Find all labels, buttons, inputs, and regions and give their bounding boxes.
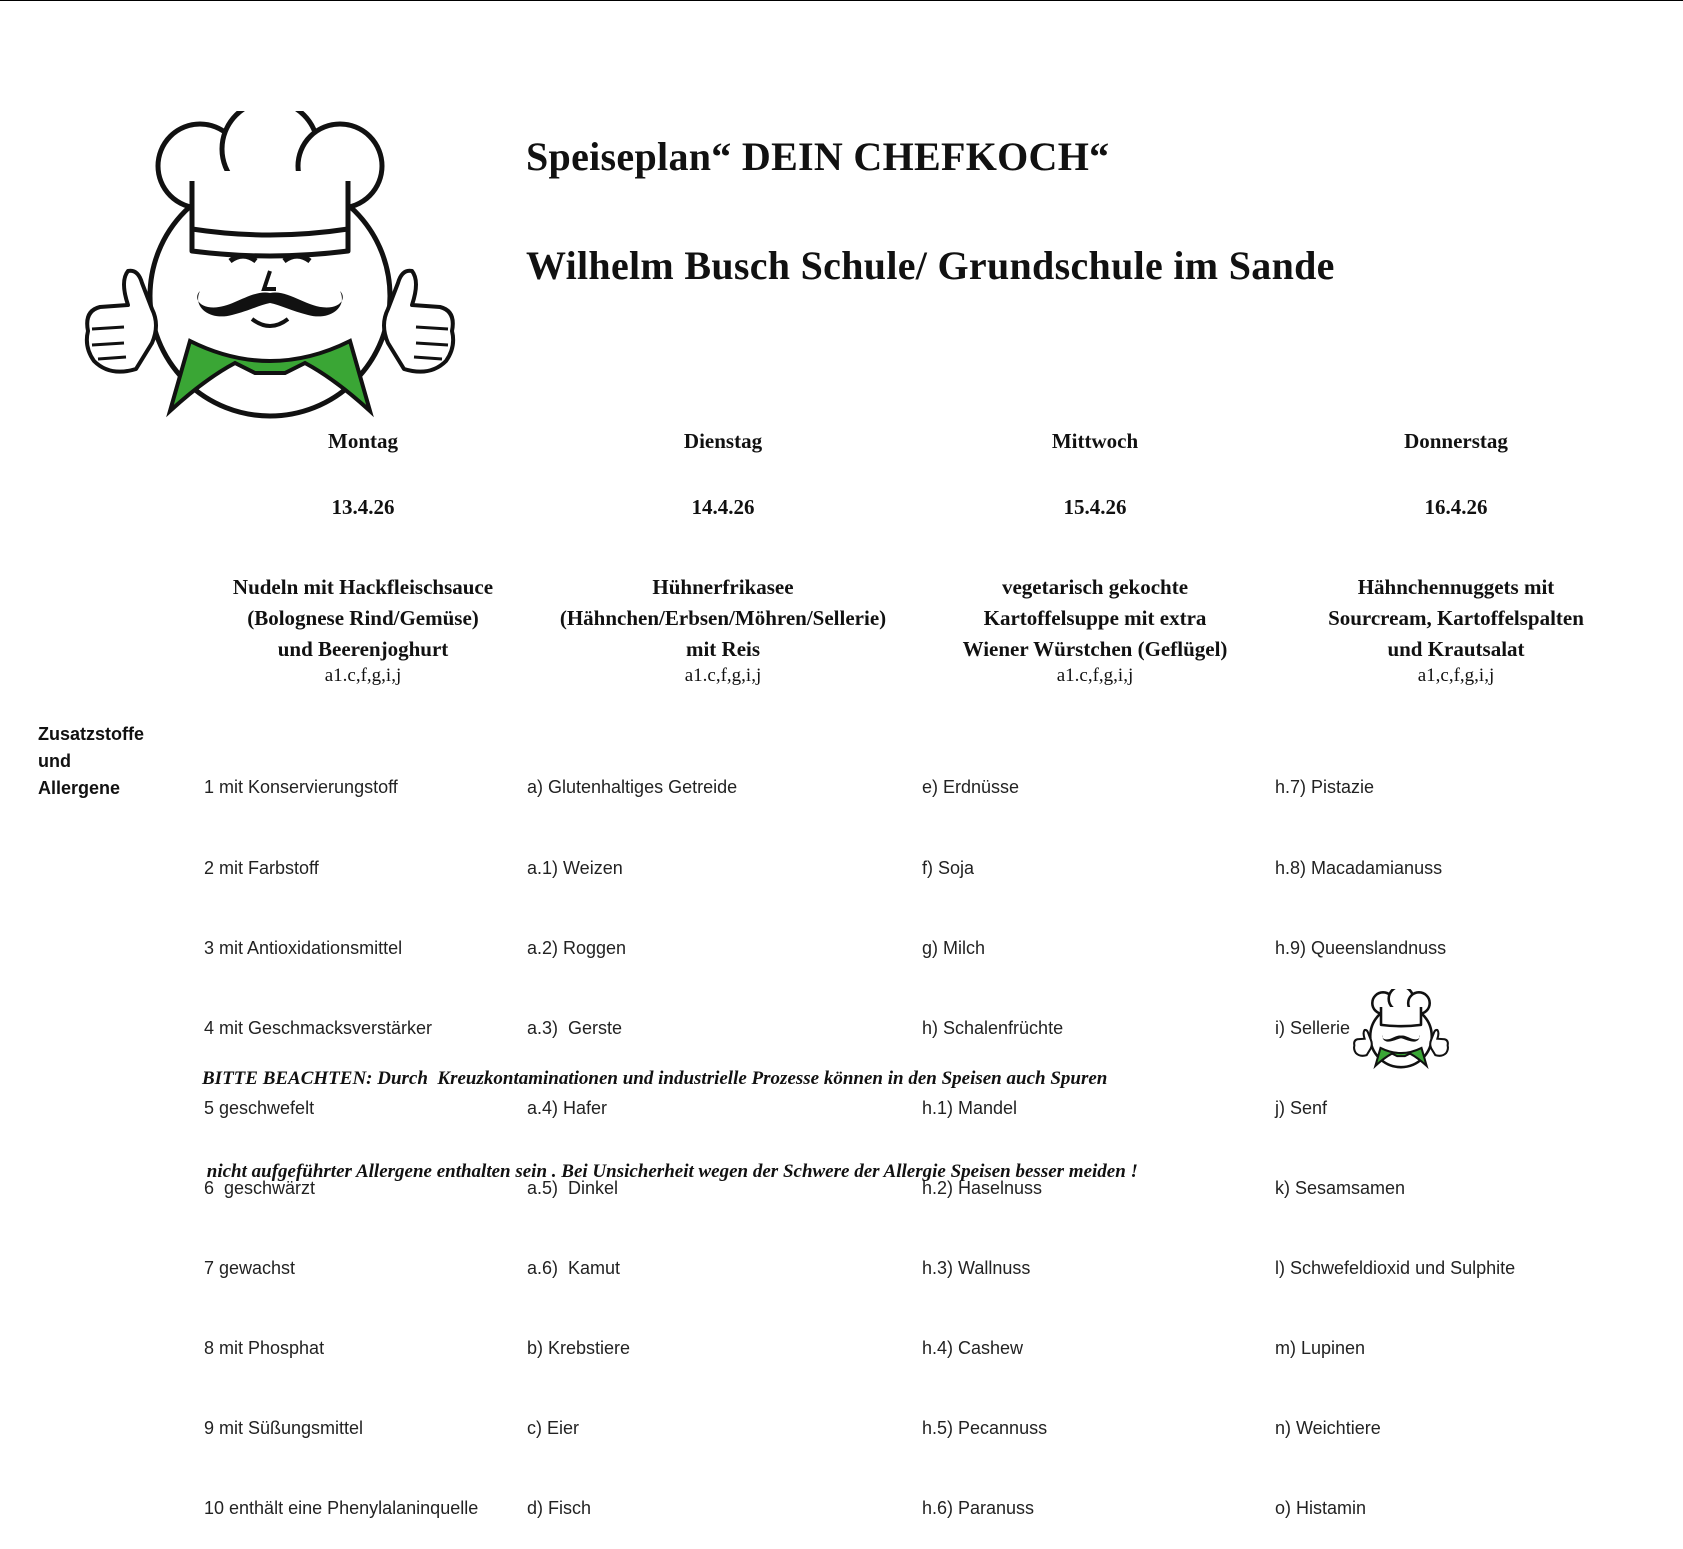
list-item: h.2) Haselnuss <box>922 1177 1043 1198</box>
allergy-notice <box>202 1001 1138 1218</box>
list-item: k) Sesamsamen <box>1275 1177 1406 1198</box>
meal-description <box>183 572 543 665</box>
day-column-monday <box>183 431 543 687</box>
meal-line: Hühnerfrikasee <box>652 575 794 599</box>
list-item: l) Schwefeldioxid und Sulphite <box>1275 1258 1516 1279</box>
list-item: h.8) Macadamianuss <box>1275 857 1443 878</box>
list-item: d) Fisch <box>527 1498 592 1519</box>
notice-line: nicht aufgeführter Allergene enthalten sein . Bei Unsicherheit wegen der Schwere der Allergie Speisen besser meiden ! <box>202 1161 1138 1182</box>
meal-line: Nudeln mit Hackfleischsauce <box>232 575 494 599</box>
legend-heading-line: Zusatzstoffe <box>38 724 145 744</box>
list-item: h.7) Pistazie <box>1275 777 1375 798</box>
legend-heading-line: und <box>38 751 71 771</box>
list-item: h.6) Paranuss <box>922 1498 1035 1519</box>
meal-line: Wiener Würstchen (Geflügel) <box>962 637 1228 661</box>
allergen-codes: a1.c,f,g,i,j <box>324 665 402 686</box>
day-name: Montag <box>328 429 398 453</box>
day-name: Donnerstag <box>1404 429 1508 453</box>
list-item: f) Soja <box>922 857 975 878</box>
school-name: Wilhelm Busch Schule/ Grundschule im Sande <box>526 243 1335 288</box>
list-item: g) Milch <box>922 937 986 958</box>
list-item: j) Senf <box>1275 1097 1328 1118</box>
day-date: 16.4.26 <box>1424 495 1488 519</box>
meal-line: (Hähnchen/Erbsen/Möhren/Sellerie) <box>559 606 887 630</box>
list-item: 1 mit Konservierungstoff <box>204 777 398 798</box>
list-item: a.2) Roggen <box>527 937 627 958</box>
list-item: a.6) Kamut <box>527 1258 621 1279</box>
meal-description <box>543 572 903 665</box>
list-item: h.1) Mandel <box>922 1097 1018 1118</box>
day-name: Dienstag <box>683 429 763 453</box>
allergen-codes: a1.c,f,g,i,j <box>1056 665 1134 686</box>
list-item: h.5) Pecannuss <box>922 1418 1048 1439</box>
chef-logo-small-icon <box>1348 989 1454 1071</box>
list-item: h.3) Wallnuss <box>922 1258 1031 1279</box>
day-column-wednesday <box>915 431 1275 687</box>
list-item: 10 enthält eine Phenylalaninquelle <box>204 1498 479 1519</box>
meal-line: und Beerenjoghurt <box>277 637 449 661</box>
legend-heading-line: Allergene <box>38 778 121 798</box>
menu-title: Speiseplan“ DEIN CHEFKOCH“ <box>526 134 1110 179</box>
meal-line: Hähnchennuggets mit <box>1357 575 1555 599</box>
list-item: b) Krebstiere <box>527 1338 631 1359</box>
list-item: 6 geschwärzt <box>204 1177 316 1198</box>
list-item: o) Histamin <box>1275 1498 1367 1519</box>
day-column-tuesday <box>543 431 903 687</box>
list-item: 4 mit Geschmacksverstärker <box>204 1017 433 1038</box>
meal-line: Kartoffelsuppe mit extra <box>983 606 1207 630</box>
day-date: 13.4.26 <box>331 495 395 519</box>
list-item: 9 mit Süßungsmittel <box>204 1418 364 1439</box>
meal-line: und Krautsalat <box>1387 637 1525 661</box>
list-item: h.9) Queenslandnuss <box>1275 937 1447 958</box>
meal-line: vegetarisch gekochte <box>1001 575 1189 599</box>
meal-line: Sourcream, Kartoffelspalten <box>1328 606 1584 630</box>
meal-line: mit Reis <box>685 637 761 661</box>
list-item: m) Lupinen <box>1275 1338 1366 1359</box>
allergens-list-c <box>1275 721 1515 1549</box>
list-item: h.4) Cashew <box>922 1338 1024 1359</box>
day-date: 14.4.26 <box>691 495 755 519</box>
list-item: h) Schalenfrüchte <box>922 1017 1064 1038</box>
meal-line: (Bolognese Rind/Gemüse) <box>247 606 479 630</box>
list-item: a) Glutenhaltiges Getreide <box>527 777 738 798</box>
allergen-codes: a1.c,f,g,i,j <box>684 665 762 686</box>
meal-description <box>915 572 1275 665</box>
list-item: 3 mit Antioxidationsmittel <box>204 937 403 958</box>
chef-logo-icon <box>80 111 460 431</box>
list-item: a.3) Gerste <box>527 1017 623 1038</box>
meal-description <box>1276 572 1636 665</box>
list-item: n) Weichtiere <box>1275 1418 1381 1439</box>
list-item: i) Sellerie <box>1275 1017 1351 1038</box>
list-item: 5 geschwefelt <box>204 1097 315 1118</box>
list-item: e) Erdnüsse <box>922 777 1020 798</box>
list-item: a.4) Hafer <box>527 1097 608 1118</box>
list-item: 8 mit Phosphat <box>204 1338 325 1359</box>
list-item: a.5) Dinkel <box>527 1177 619 1198</box>
allergen-codes: a1,c,f,g,i,j <box>1417 665 1495 686</box>
list-item: 7 gewachst <box>204 1258 296 1279</box>
legend-heading <box>38 721 144 802</box>
list-item: 2 mit Farbstoff <box>204 857 319 878</box>
list-item: a.1) Weizen <box>527 857 623 878</box>
day-name: Mittwoch <box>1051 429 1139 453</box>
list-item: c) Eier <box>527 1418 580 1439</box>
notice-line: BITTE BEACHTEN: Durch Kreuzkontaminationen und industrielle Prozesse können in den Speisen auch Spuren <box>202 1068 1108 1089</box>
day-column-thursday <box>1276 431 1636 687</box>
day-date: 15.4.26 <box>1063 495 1127 519</box>
